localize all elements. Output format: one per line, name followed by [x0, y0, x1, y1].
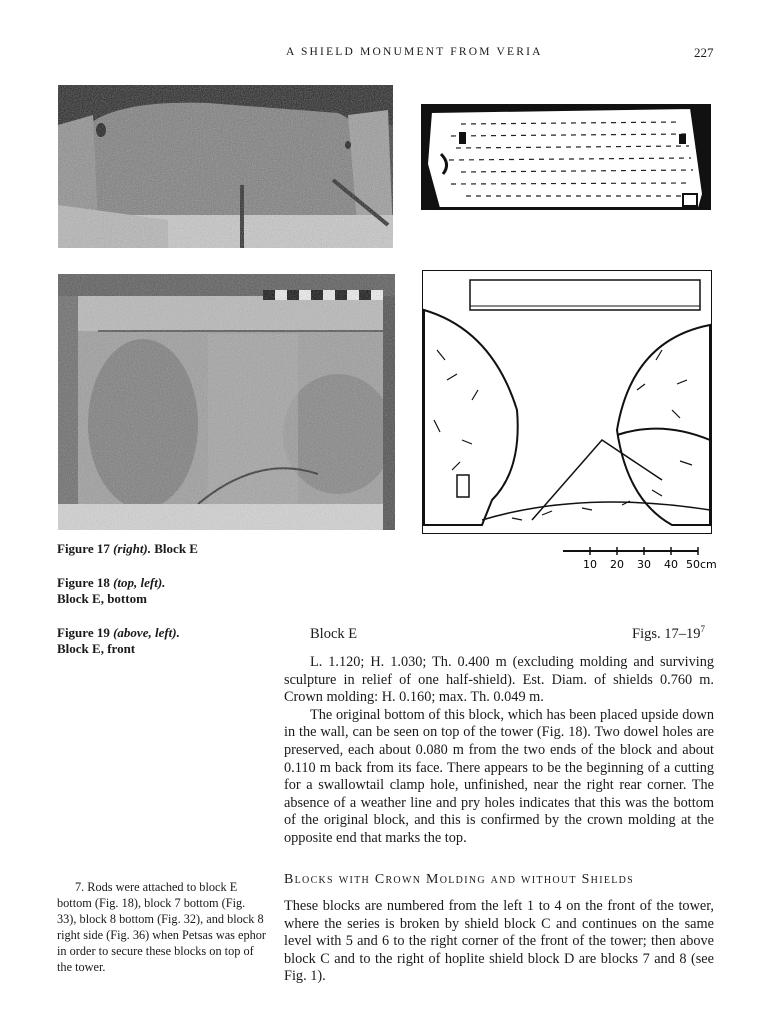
page-number: 227	[694, 45, 714, 60]
caption-text: Block E, front	[57, 641, 136, 656]
caption-label: Figure 18	[57, 575, 110, 590]
scale-label: 30	[637, 558, 651, 571]
scale-label: 20	[610, 558, 624, 571]
caption-text: Block E, bottom	[57, 591, 147, 606]
caption-label: Figure 19	[57, 625, 110, 640]
footnote-marker: 7	[700, 624, 705, 635]
figure-18-photo	[58, 85, 393, 248]
scale-label: 10	[583, 558, 597, 571]
figure-17-caption	[57, 541, 257, 557]
section-paragraph: These blocks are numbered from the left 1 to 4 on the front of the tower, where the series is broken by shield block C and continues on the same level with 5 and 6 to the right corner of the front of the tower; then above block C and to the right of hoplite shield block D are blocks 7 and 8 (see Fig. 1).	[284, 898, 714, 985]
figs-text: Figs. 17–19	[632, 626, 701, 642]
scale-label: 50cm	[686, 558, 717, 571]
section-text	[284, 898, 714, 986]
block-e-text	[284, 654, 714, 848]
block-figures-ref	[632, 626, 705, 643]
caption-position: (right).	[113, 541, 152, 556]
block-title: Block E	[310, 626, 358, 642]
scale-label: 40	[664, 558, 678, 571]
caption-label: Figure 17	[57, 541, 110, 556]
scale-bar	[563, 547, 723, 571]
figure-18-caption	[57, 575, 257, 607]
dimensions-paragraph: L. 1.120; H. 1.030; Th. 0.400 m (excluding molding and surviving sculpture in relief of one half-shield). Est. Diam. of shields 0.760 m. Crown molding: H. 0.160; max. Th. 0.049 m.	[284, 654, 714, 706]
figure-18-drawing	[421, 104, 711, 210]
figure-17-drawing	[422, 270, 712, 534]
caption-text: Block E	[154, 541, 198, 556]
figure-19-photo	[58, 274, 395, 530]
figure-19-caption	[57, 625, 257, 657]
running-title: A SHIELD MONUMENT FROM VERIA	[286, 46, 543, 58]
caption-position: (above, left).	[113, 625, 180, 640]
description-paragraph: The original bottom of this block, which has been placed upside down in the wall, can be seen on top of the tower (Fig. 18). Two dowel holes are preserved, each about 0.080 m from the two ends of the block and about 0.110 m back from its face. There appears to be the beginning of a cutting for a swallowtail clamp hole, unfinished, near the right rear corner. The absence of a weather line and pry holes indicates that this was the bottom of the original block, and this is confirmed by the crown molding at the opposite end that marks the top.	[284, 706, 714, 846]
footnote-7: 7. Rods were attached to block E bottom (Fig. 18), block 7 bottom (Fig. 33), block 8 bottom (Fig. 32), and block 8 right side (Fig. 36) when Petsas was ephor in order to secure these blocks on top of the tower.	[57, 880, 267, 974]
section-heading: Blocks with Crown Molding and without Shields	[284, 872, 635, 887]
caption-position: (top, left).	[113, 575, 166, 590]
